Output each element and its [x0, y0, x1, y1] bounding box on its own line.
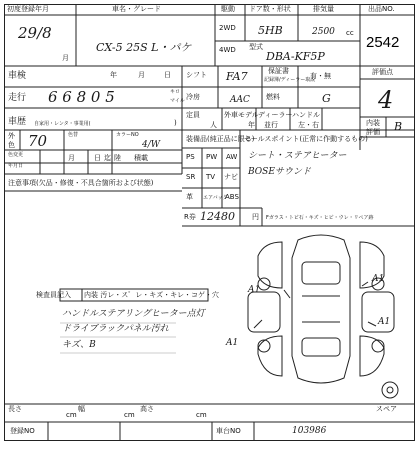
warranty-label: 保証書 — [268, 67, 289, 75]
inspector-categories: 内装 汚レ・ス゜レ・キズ・キレ・コゲ・穴 — [84, 291, 220, 299]
notes-label: 注意事項(欠品・修復・不具合箇所および状態) — [8, 179, 154, 187]
equipment-navi: ナビ — [224, 173, 238, 181]
color-sub: 色替 — [68, 132, 79, 138]
lot-number-label: 出品NO. — [368, 5, 395, 13]
shift-label: シフト — [186, 71, 207, 79]
handle-value: 左・右 — [298, 121, 319, 129]
ext-model-label: 外車モデル — [224, 111, 259, 119]
damage-mark-4: A1 — [378, 317, 391, 327]
inspector-line-3: キズ、B — [62, 340, 96, 350]
equipment-pw: PW — [206, 153, 218, 161]
recycle-value: 12480 — [200, 210, 235, 223]
height-unit: cm — [196, 411, 207, 419]
history-label: 車歴 — [8, 117, 27, 127]
lot-number-value: 2542 — [366, 34, 400, 51]
shift-value: FA7 — [226, 70, 248, 83]
drive-2wd: 2WD — [219, 24, 236, 32]
color-change-day: 日 — [94, 154, 101, 162]
car-damage-diagram — [228, 228, 414, 404]
recycle-label: R券 — [184, 213, 196, 221]
first-registration-value: 29/8 — [18, 24, 52, 42]
dealer-label: ディーラー — [258, 111, 293, 119]
equipment-ps: PS — [186, 153, 195, 161]
color-label-1: 外 — [8, 132, 15, 140]
warranty-value: 有・無 — [310, 72, 331, 80]
mile-unit: マイル — [170, 98, 185, 104]
first-registration-month-unit: 月 — [62, 54, 69, 62]
width-unit: cm — [124, 411, 135, 419]
equipment-aw: AW — [226, 153, 238, 161]
capacity-label: 定員 — [186, 111, 200, 119]
displacement-label: 排気量 — [313, 5, 334, 13]
length-label: 長さ — [8, 405, 22, 413]
equipment-leather: 革 — [186, 193, 193, 201]
height-label: 高さ — [140, 405, 154, 413]
color-change-approve: 迄 — [104, 154, 111, 162]
equipment-airbag: エアバッグ — [203, 195, 228, 201]
color-no-label: カラーNO — [116, 132, 139, 138]
registration-no-label: 登録NO — [10, 427, 35, 435]
first-registration-label: 初度登録年月 — [7, 5, 49, 13]
km-unit: キロ — [170, 89, 181, 95]
equipment-label: 装備品(純正品に限る) — [186, 135, 255, 143]
width-label: 幅 — [78, 405, 85, 413]
damage-mark-1: A1 — [248, 285, 261, 295]
fuel-value: G — [322, 92, 331, 105]
car-name-value: CX-5 25S L・パケ — [96, 41, 192, 54]
color-change-area: 陸 — [114, 154, 121, 162]
mileage-value: 6 6 8 0 5 — [48, 88, 115, 106]
color-change-label-1: 色変更 — [8, 152, 24, 158]
selling-point-2: BOSEサウンド — [248, 167, 311, 177]
glass-note: Fガラス・トビ石・キズ・ヒビ・ウレ・リペア跡 — [266, 215, 374, 221]
damage-mark-3: A1 — [372, 274, 385, 284]
color-no-value: 4/W — [142, 140, 161, 150]
damage-mark-2: A1 — [226, 338, 239, 348]
shaken-day-unit: 日 — [164, 71, 171, 79]
selling-points-label: セールスポイント(正常に作動するもの) — [244, 135, 368, 143]
interior-label: 内装 — [366, 119, 380, 127]
inspector-line-1: ハンドルステアリングヒーター点灯 — [62, 309, 205, 319]
shaken-year-unit: 年 — [110, 71, 117, 79]
score-label: 評価点 — [372, 68, 393, 76]
score-value: 4 — [378, 86, 394, 114]
recycle-yen: 円 — [252, 213, 259, 221]
capacity-unit: 人 — [210, 121, 217, 129]
inspector-line-2: ドライブラックパネル汚れ — [62, 324, 169, 334]
equipment-abs: ABS — [225, 193, 239, 201]
color-change-month: 月 — [68, 154, 75, 162]
model-label: 型式 — [249, 43, 263, 51]
fuel-label: 燃料 — [266, 93, 280, 101]
color-change-cold-area: 積載 — [134, 154, 148, 162]
chassis-no-value: 103986 — [292, 426, 327, 436]
spare-label: スペア — [376, 405, 397, 413]
door-label: ドア数・形状 — [249, 5, 291, 13]
warranty-sub: 記録簿/ディーラー取説 — [264, 77, 316, 83]
displacement-value: 2500 — [312, 27, 335, 37]
ext-model-year-unit: 年 — [248, 121, 255, 129]
equipment-tv: TV — [206, 173, 216, 181]
shaken-month-unit: 月 — [138, 71, 145, 79]
equipment-sr: SR — [186, 173, 196, 181]
car-name-label: 車名・グレード — [112, 5, 161, 13]
model-value: DBA-KF5P — [266, 50, 325, 63]
drive-4wd: 4WD — [219, 46, 236, 54]
aircon-value: AAC — [230, 95, 250, 105]
color-change-label-2: 年月日 — [8, 163, 24, 169]
door-value: 5HB — [258, 24, 283, 37]
interior-value: B — [394, 120, 403, 133]
handle-label: ハンドル — [292, 111, 320, 119]
chassis-no-label: 車台NO — [216, 427, 241, 435]
dealer-sub: 並行 — [264, 121, 278, 129]
cc-unit: cc — [346, 29, 354, 37]
interior-sub: 評価 — [366, 128, 380, 136]
inspector-label: 検査員記入 — [36, 291, 71, 299]
aircon-label: 冷房 — [186, 93, 200, 101]
history-close: ) — [174, 119, 177, 127]
selling-point-1: シート・ステアヒーター — [248, 151, 347, 161]
length-unit: cm — [66, 411, 77, 419]
shaken-label: 車検 — [8, 71, 27, 81]
history-sub: 自家用・レンタ・事業用( — [34, 121, 91, 127]
mileage-label: 走行 — [8, 93, 27, 103]
color-label-2: 色 — [8, 141, 15, 149]
color-value: 70 — [28, 132, 48, 150]
drive-label: 駆動 — [221, 5, 235, 13]
